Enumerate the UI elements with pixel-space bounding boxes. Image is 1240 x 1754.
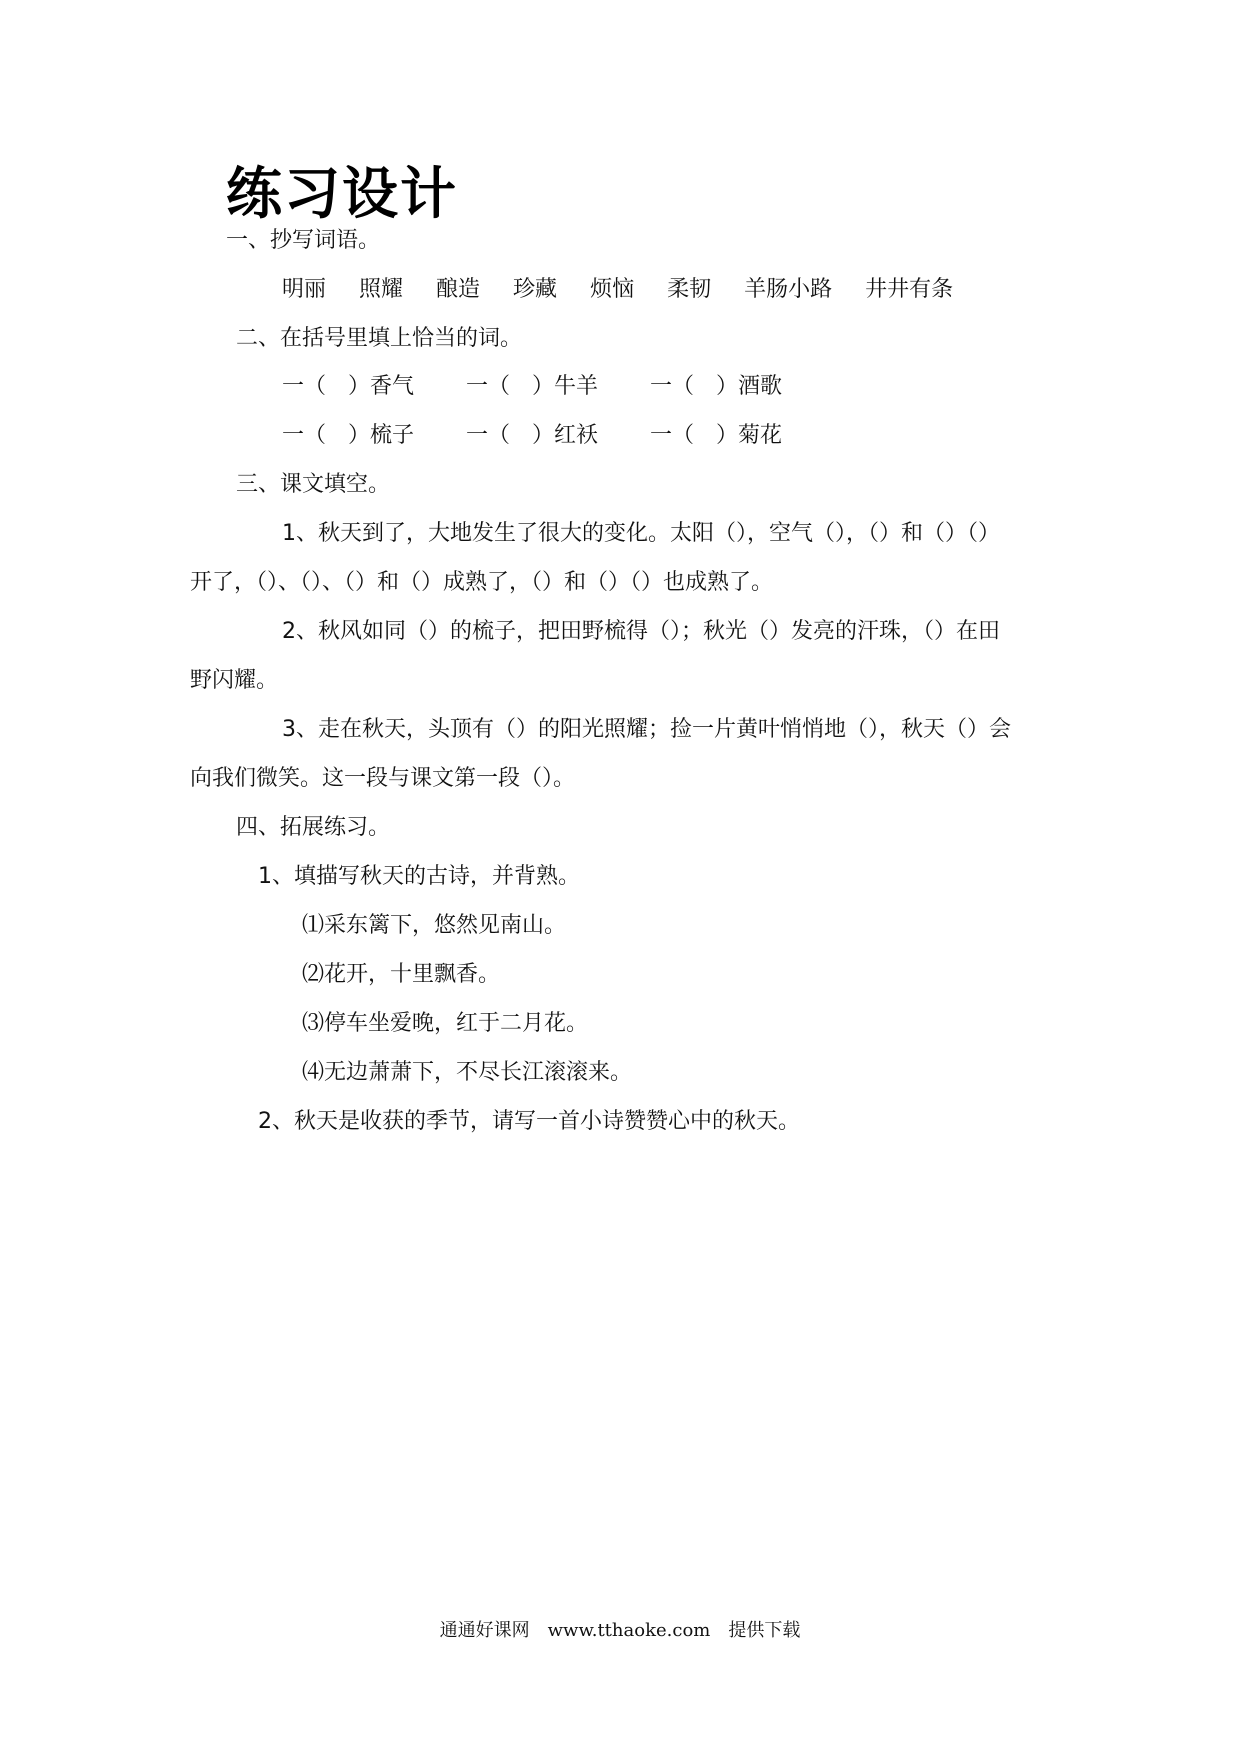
- bracket-row-1: [282, 372, 834, 402]
- extension-q2: 2、秋天是收获的季节，请写一首小诗赞赞心中的秋天。: [258, 1109, 800, 1134]
- poem-line: ⑵花开，十里飘香。: [302, 962, 501, 987]
- fill-q1-line1: 1、秋天到了，大地发生了很大的变化。太阳（），空气（），（）和（）（）: [282, 521, 1000, 546]
- vocab-word: 羊肠小路: [744, 277, 833, 302]
- fill-q2-line2: 野闪耀。: [190, 668, 279, 693]
- poem-line: ⑴采东篱下，悠然见南山。: [302, 913, 567, 938]
- section3-heading: 三、课文填空。: [236, 472, 391, 497]
- fill-q3-line1: 3、走在秋天，头顶有（）的阳光照耀；捡一片黄叶悄悄地（），秋天（）会: [282, 717, 1011, 742]
- vocab-word: 照耀: [359, 277, 404, 302]
- vocab-word: 珍藏: [513, 277, 558, 302]
- poem-line: ⑶停车坐爱晚，红于二月花。: [302, 1011, 589, 1036]
- section1-heading: 一、抄写词语。: [226, 228, 381, 253]
- bracket-item: 一（ ）菊花: [650, 423, 783, 448]
- vocab-word: 井井有条: [865, 277, 954, 302]
- section2-heading: 二、在括号里填上恰当的词。: [236, 326, 523, 351]
- vocab-list: [282, 275, 979, 305]
- page-title: 练习设计: [226, 162, 458, 227]
- vocab-word: 柔韧: [667, 277, 712, 302]
- bracket-item: 一（ ）红袄: [466, 423, 599, 448]
- fill-q2-line1: 2、秋风如同（）的梳子，把田野梳得（）；秋光（）发亮的汗珠，（）在田: [282, 619, 1000, 644]
- bracket-item: 一（ ）酒歌: [650, 374, 783, 399]
- bracket-item: 一（ ）香气: [282, 374, 415, 399]
- extension-q1: 1、填描写秋天的古诗，并背熟。: [258, 864, 580, 889]
- vocab-word: 烦恼: [590, 277, 635, 302]
- poem-line: ⑷无边萧萧下，不尽长江滚滚来。: [302, 1060, 633, 1085]
- section4-heading: 四、拓展练习。: [236, 815, 391, 840]
- vocab-word: 明丽: [282, 277, 327, 302]
- vocab-word: 酿造: [436, 277, 481, 302]
- fill-q1-line2: 开了，（）、（）、（）和（）成熟了，（）和（）（）也成熟了。: [190, 570, 774, 595]
- bracket-row-2: [282, 421, 834, 451]
- bracket-item: 一（ ）牛羊: [466, 374, 599, 399]
- footer-credit: 通通好课网 www.tthaoke.com 提供下载: [439, 1620, 801, 1641]
- bracket-item: 一（ ）梳子: [282, 423, 415, 448]
- fill-q3-line2: 向我们微笑。这一段与课文第一段（）。: [190, 766, 576, 791]
